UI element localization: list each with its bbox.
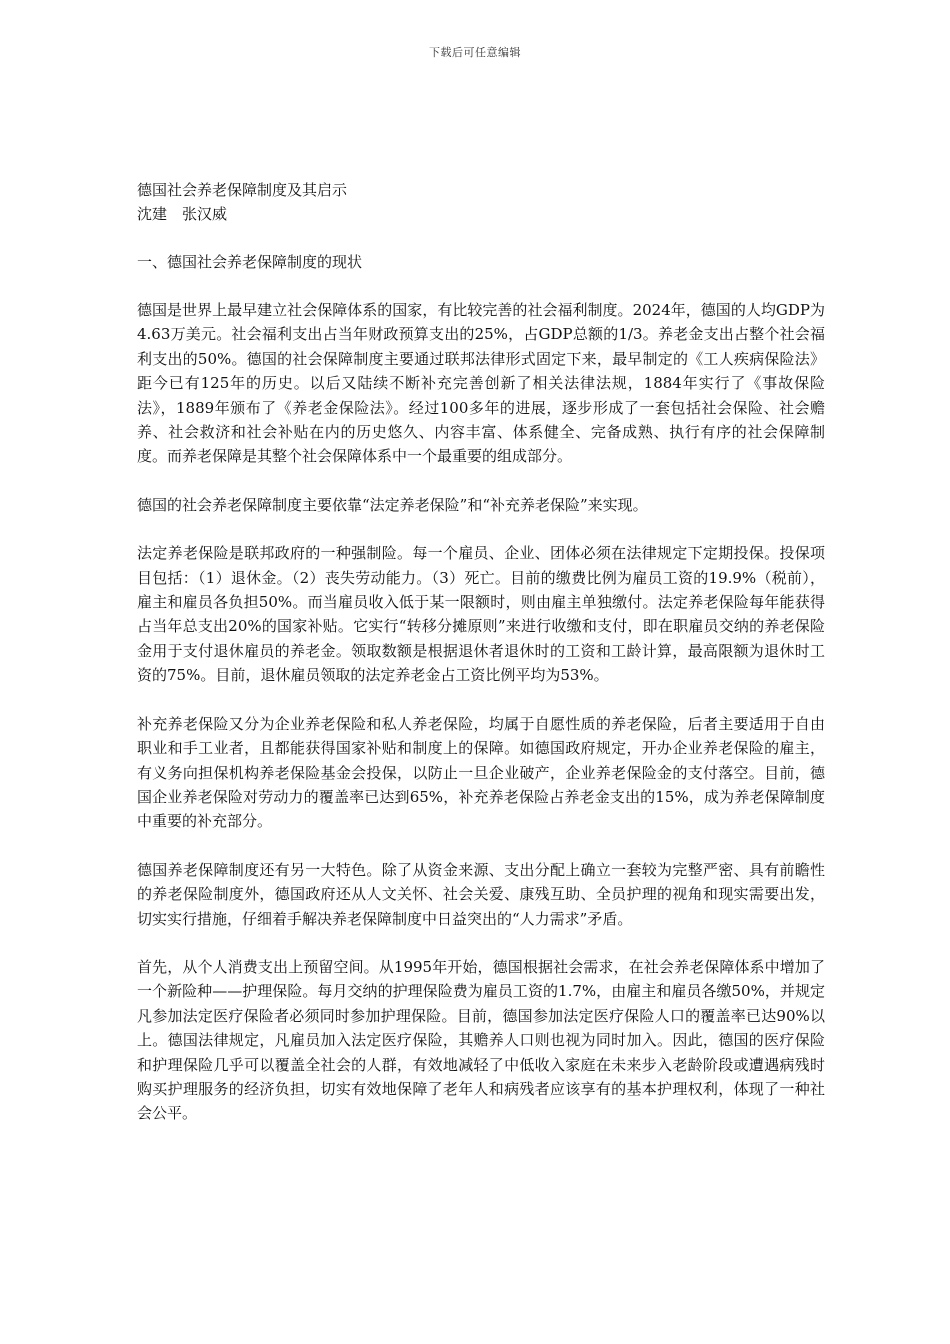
document-body [137,178,825,1150]
paragraph-care-insurance: 首先，从个人消费支出上预留空间。从1995年开始，德国根据社会需求，在社会养老保障体系中增加了一个新险种——护理保险。每月交纳的护理保险费为雇员工资的1.7%，由雇主和雇员各缴50%，并规定凡参加法定医疗保险者必须同时参加护理保险。目前，德国参加法定医疗保险人口的覆盖率已达90%以上。德国法律规定，凡雇员加入法定医疗保险，其赡养人口则也视为同时加入。因此，德国的医疗保险和护理保险几乎可以覆盖全社会的人群，有效地减轻了中低收入家庭在未来步入老龄阶段或遭遇病残时购买护理服务的经济负担，切实有效地保障了老年人和病残者应该享有的基本护理权利，体现了一种社会公平。 [137,957,825,1123]
page-header-note: 下载后可任意编辑 [429,46,521,59]
paragraph-statutory-insurance: 法定养老保险是联邦政府的一种强制险。每一个雇员、企业、团体必须在法律规定下定期投保。投保项目包括：（1）退休金。（2）丧失劳动能力。（3）死亡。目前的缴费比例为雇员工资的19.9%（税前），雇主和雇员各负担50%。而当雇员收入低于某一限额时，则由雇主单独缴付。法定养老保险每年能获得占当年总支出20%的国家补贴。它实行“转移分摊原则”来进行收缴和支付，即在职雇员交纳的养老保险金用于支付退休雇员的养老金。领取数额是根据退休者退休时的工资和工龄计算，最高限额为退休时工资的75%。目前，退休雇员领取的法定养老金占工资比例平均为53%。 [137,544,825,685]
paragraph-supplementary-insurance: 补充养老保险又分为企业养老保险和私人养老保险，均属于自愿性质的养老保险，后者主要适用于自由职业和手工业者，且都能获得国家补贴和制度上的保障。如德国政府规定，开办企业养老保险的雇主，有义务向担保机构养老保险基金会投保，以防止一旦企业破产，企业养老保险金的支付落空。目前，德国企业养老保险对劳动力的覆盖率已达到65%，补充养老保险占养老金支出的15%，成为养老保障制度中重要的补充部分。 [137,714,825,831]
section-heading: 一、德国社会养老保障制度的现状 [137,253,363,271]
article-title: 德国社会养老保障制度及其启示 [137,181,348,199]
paragraph-overview: 德国是世界上最早建立社会保障体系的国家，有比较完善的社会福利制度。2024年，德国的人均GDP为4.63万美元。社会福利支出占当年财政预算支出的25%，占GDP总额的1/3。养老金支出占整个社会福利支出的50%。德国的社会保障制度主要通过联邦法律形式固定下来，最早制定的《工人疾病保险法》距今已有125年的历史。以后又陆续不断补充完善创新了相关法律法规，1884年实行了《事故保险法》，1889年颁布了《养老金保险法》。经过100多年的进展，逐步形成了一套包括社会保险、社会赡养、社会救济和社会补贴在内的历史悠久、内容丰富、体系健全、完备成熟、执行有序的社会保障制度。而养老保障是其整个社会保障体系中一个最重要的组成部分。 [137,301,825,466]
paragraph-feature: 德国养老保障制度还有另一大特色。除了从资金来源、支出分配上确立一套较为完整严密、具有前瞻性的养老保险制度外，德国政府还从人文关怀、社会关爱、康残互助、全员护理的视角和现实需要出发，切实实行措施，仔细着手解决养老保障制度中日益突出的“人力需求”矛盾。 [137,860,825,928]
article-authors: 沈建 张汉威 [137,205,228,223]
paragraph-two-pillars: 德国的社会养老保障制度主要依靠“法定养老保险”和“补充养老保险”来实现。 [137,495,648,514]
